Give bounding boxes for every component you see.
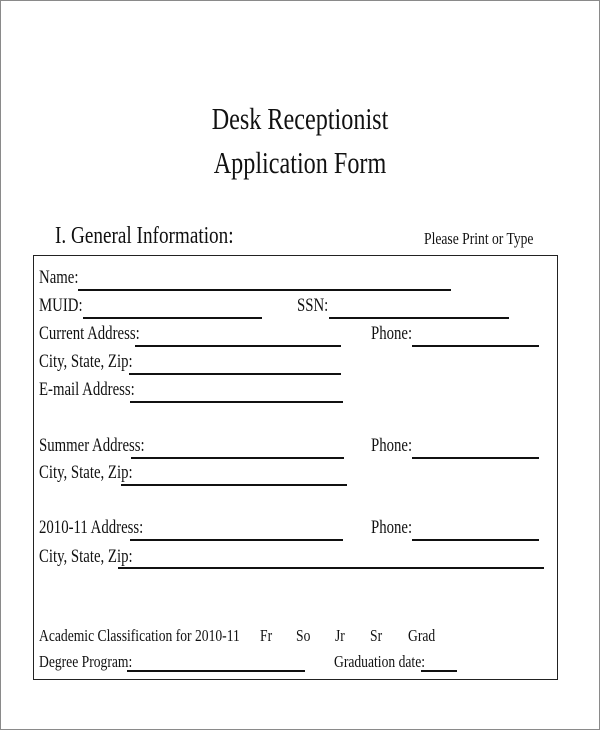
current-address-label: Current Address: <box>39 324 140 344</box>
ssn-field[interactable] <box>329 317 509 319</box>
city-state-zip-label: City, State, Zip: <box>39 352 133 372</box>
summer-address-label: Summer Address: <box>39 436 145 456</box>
document-title-line1: Desk Receptionist <box>211 101 389 136</box>
year-address-field[interactable] <box>130 539 343 541</box>
muid-label: MUID: <box>39 296 83 316</box>
name-label: Name: <box>39 268 79 288</box>
current-address-field[interactable] <box>135 345 341 347</box>
classification-option-sr[interactable]: Sr <box>370 626 383 645</box>
phone-label: Phone: <box>371 324 413 344</box>
classification-option-fr[interactable]: Fr <box>260 626 273 645</box>
year-phone-label: Phone: <box>371 518 413 538</box>
classification-option-jr[interactable]: Jr <box>335 626 345 645</box>
city-state-zip-field[interactable] <box>129 373 341 375</box>
email-field[interactable] <box>130 401 343 403</box>
section-heading: I. General Information: <box>55 223 234 249</box>
phone-field[interactable] <box>412 345 539 347</box>
year-city-label: City, State, Zip: <box>39 547 133 567</box>
year-city-field[interactable] <box>118 567 544 569</box>
email-label: E-mail Address: <box>39 380 135 400</box>
summer-phone-field[interactable] <box>412 457 539 459</box>
muid-field[interactable] <box>83 317 262 319</box>
name-field[interactable] <box>78 289 451 291</box>
summer-city-label: City, State, Zip: <box>39 463 133 483</box>
degree-program-field[interactable] <box>127 670 305 672</box>
classification-option-grad[interactable]: Grad <box>408 626 436 645</box>
summer-address-field[interactable] <box>131 457 344 459</box>
print-note: Please Print or Type <box>424 229 534 248</box>
graduation-date-field[interactable] <box>421 670 457 672</box>
document-title-line2: Application Form <box>213 145 387 180</box>
summer-city-field[interactable] <box>121 484 347 486</box>
year-address-label: 2010-11 Address: <box>39 518 144 538</box>
degree-program-label: Degree Program: <box>39 652 133 671</box>
ssn-label: SSN: <box>297 296 329 316</box>
year-phone-field[interactable] <box>412 539 539 541</box>
graduation-date-label: Graduation date: <box>334 652 426 671</box>
classification-option-so[interactable]: So <box>296 626 311 645</box>
academic-classification-label: Academic Classification for 2010-11 <box>39 626 240 645</box>
summer-phone-label: Phone: <box>371 436 413 456</box>
